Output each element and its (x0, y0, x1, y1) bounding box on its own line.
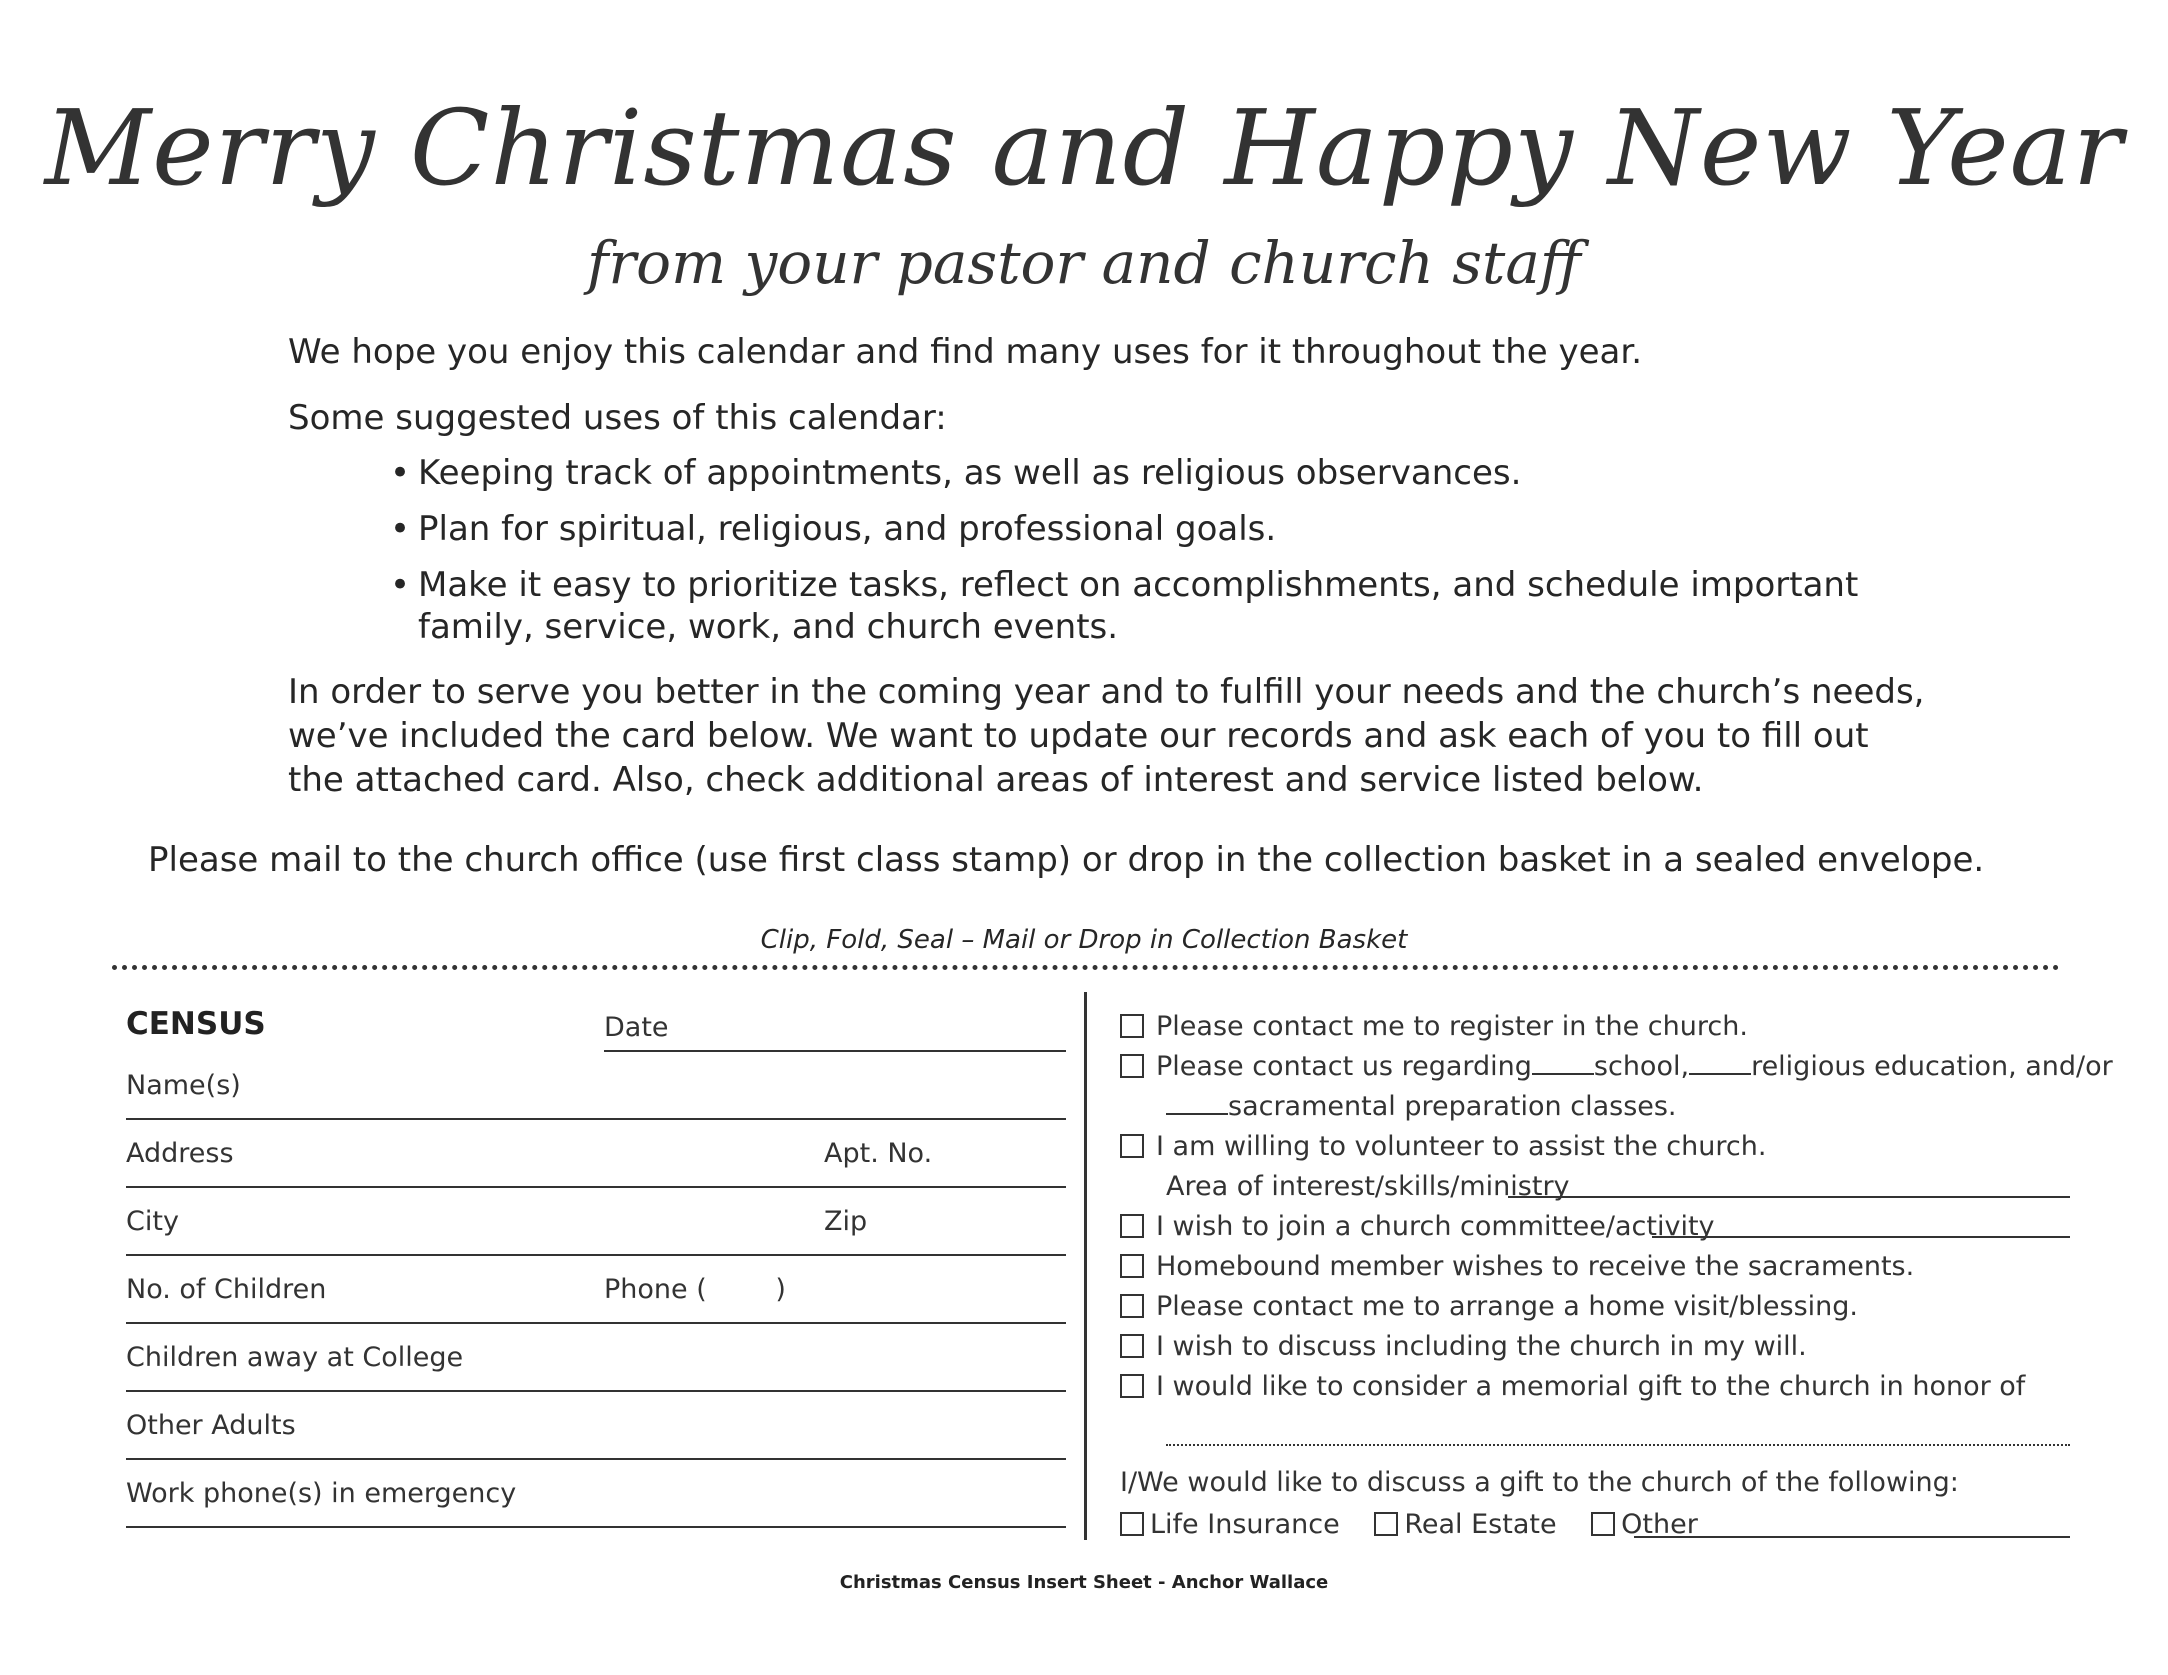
memorial-checkbox[interactable] (1120, 1374, 1144, 1398)
other-field[interactable] (1634, 1536, 2070, 1538)
option-contact: Please contact us regarding school, religious education, and/or (1120, 1050, 2113, 1084)
names-field[interactable] (126, 1118, 1066, 1120)
card-divider (1084, 992, 1087, 1540)
perforation-line (112, 965, 2060, 970)
records-paragraph: In order to serve you better in the coming year and to fulfill your needs and the church’s needs, we’ve included the card below. We want to update our records and ask each of you to fill out the attached card. Also, check additional areas of interest and service listed below. (288, 672, 1925, 800)
bullet-icon: • (390, 565, 411, 605)
city-label: City (126, 1206, 179, 1237)
footer-credit: Christmas Census Insert Sheet - Anchor Wallace (839, 1572, 1329, 1593)
college-field[interactable] (126, 1390, 1066, 1392)
uses-list (390, 452, 1950, 662)
religious-ed-blank[interactable] (1689, 1051, 1751, 1075)
real-estate-checkbox[interactable] (1374, 1512, 1398, 1536)
volunteer-checkbox[interactable] (1120, 1134, 1144, 1158)
work-phone-label: Work phone(s) in emergency (126, 1478, 517, 1509)
gift-intro: I/We would like to discuss a gift to the church of the following: (1120, 1467, 1959, 1498)
zip-label: Zip (824, 1206, 868, 1237)
work-phone-field[interactable] (126, 1526, 1066, 1528)
option-home-visit: Please contact me to arrange a home visit/blessing. (1120, 1290, 1858, 1324)
bullet-icon: • (390, 509, 411, 549)
greeting-title: Merry Christmas and Happy New Year (44, 87, 2124, 209)
children-label: No. of Children (126, 1274, 327, 1305)
intro-paragraph: We hope you enjoy this calendar and find many uses for it throughout the year. (288, 332, 1643, 372)
list-item: • Keeping track of appointments, as well as religious observances. (390, 453, 1522, 493)
other-checkbox[interactable] (1591, 1512, 1615, 1536)
memorial-field[interactable] (1166, 1444, 2070, 1446)
other-adults-label: Other Adults (126, 1410, 296, 1441)
other-adults-field[interactable] (126, 1458, 1066, 1460)
list-item: • Make it easy to prioritize tasks, reflect on accomplishments, and schedule important family, service, work, and church events. (390, 565, 1859, 647)
uses-heading: Some suggested uses of this calendar: (288, 398, 947, 438)
census-title: CENSUS (126, 1006, 266, 1042)
option-memorial: I would like to consider a memorial gift to the church in honor of (1120, 1370, 2025, 1404)
school-blank[interactable] (1532, 1051, 1594, 1075)
bullet-icon: • (390, 453, 411, 493)
gift-options: Life Insurance Real Estate Other (1120, 1508, 1698, 1542)
children-field[interactable] (126, 1322, 1066, 1324)
address-label: Address (126, 1138, 234, 1169)
area-label: Area of interest/skills/ministry (1166, 1171, 1570, 1202)
phone-label: Phone ( ) (604, 1274, 786, 1305)
life-insurance-checkbox[interactable] (1120, 1512, 1144, 1536)
mail-instructions: Please mail to the church office (use first class stamp) or drop in the collection basket in a sealed envelope. (148, 840, 1985, 880)
clip-instructions: Clip, Fold, Seal – Mail or Drop in Collection Basket (760, 925, 1408, 955)
committee-field[interactable] (1652, 1236, 2070, 1238)
greeting-subtitle: from your pastor and church staff (586, 229, 1582, 297)
area-field[interactable] (1508, 1196, 2070, 1198)
home-visit-checkbox[interactable] (1120, 1294, 1144, 1318)
option-committee: I wish to join a church committee/activity (1120, 1210, 1715, 1244)
names-label: Name(s) (126, 1070, 241, 1101)
option-volunteer: I am willing to volunteer to assist the church. (1120, 1130, 1766, 1164)
sacramental-blank[interactable] (1166, 1091, 1228, 1115)
option-homebound: Homebound member wishes to receive the sacraments. (1120, 1250, 1914, 1284)
option-register: Please contact me to register in the church. (1120, 1010, 1748, 1044)
homebound-checkbox[interactable] (1120, 1254, 1144, 1278)
option-will: I wish to discuss including the church in my will. (1120, 1330, 1807, 1364)
will-checkbox[interactable] (1120, 1334, 1144, 1358)
committee-checkbox[interactable] (1120, 1214, 1144, 1238)
address-field[interactable] (126, 1186, 1066, 1188)
date-field[interactable] (604, 1050, 1066, 1052)
city-field[interactable] (126, 1254, 1066, 1256)
option-sacramental: sacramental preparation classes. (1166, 1090, 1677, 1124)
list-item: • Plan for spiritual, religious, and professional goals. (390, 509, 1277, 549)
college-label: Children away at College (126, 1342, 464, 1373)
date-label: Date (604, 1012, 669, 1043)
register-checkbox[interactable] (1120, 1014, 1144, 1038)
apt-label: Apt. No. (824, 1138, 933, 1169)
contact-checkbox[interactable] (1120, 1054, 1144, 1078)
